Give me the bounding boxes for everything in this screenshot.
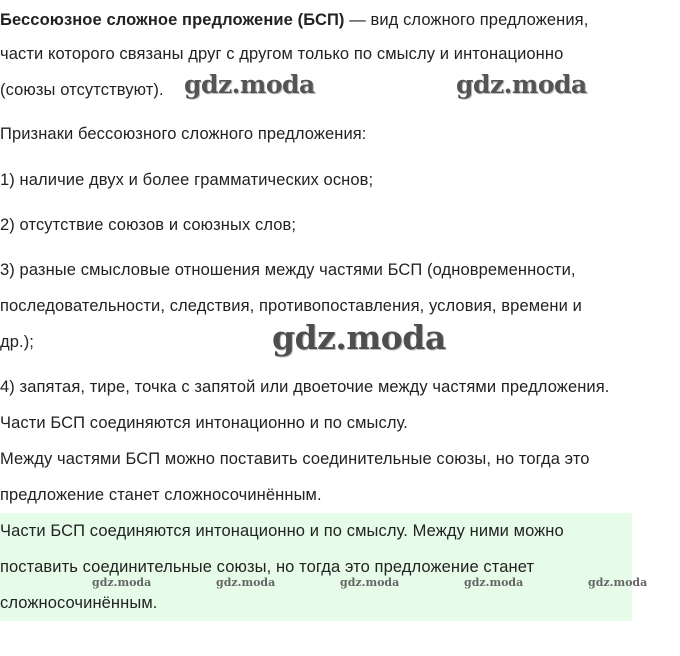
explanation-line-1: Части БСП соединяются интонационно и по смыслу. [0, 414, 408, 432]
feature-item-3-line-1: 3) разные смысловые отношения между частями БСП (одновременности, [0, 261, 576, 279]
features-heading: Признаки бессоюзного сложного предложения: [0, 125, 367, 143]
watermark-logo-small: gdz.moda [588, 576, 648, 589]
explanation-line-2: Между частями БСП можно поставить соединительные союзы, но тогда это [0, 450, 590, 468]
watermark-logo: gdz.moda [456, 70, 587, 99]
watermark-logo-small: gdz.moda [92, 576, 152, 589]
watermark-logo: gdz.moda [184, 70, 315, 99]
explanation-line-3: предложение станет сложносочинённым. [0, 486, 322, 504]
definition-line-3: (союзы отсутствуют). [0, 81, 164, 99]
watermark-logo-small: gdz.moda [216, 576, 276, 589]
watermark-logo-small: gdz.moda [340, 576, 400, 589]
definition-line-2: части которого связаны друг с другом только по смыслу и интонационно [0, 45, 564, 63]
answer-line-1: Части БСП соединяются интонационно и по смыслу. Между ними можно [0, 522, 564, 540]
definition-line-1-rest: — вид сложного предложения, [344, 11, 589, 29]
feature-item-4: 4) запятая, тире, точка с запятой или двоеточие между частями предложения. [0, 378, 610, 396]
definition-line-1 [0, 2, 588, 38]
watermark-logo: gdz.moda [272, 318, 446, 357]
answer-line-2: поставить соединительные союзы, но тогда это предложение станет [0, 558, 535, 576]
feature-item-3-line-3: др.); [0, 333, 34, 351]
feature-item-2: 2) отсутствие союзов и союзных слов; [0, 216, 297, 234]
definition-term: Бессоюзное сложное предложение (БСП) [0, 11, 345, 29]
watermark-logo-small: gdz.moda [464, 576, 524, 589]
answer-line-3: сложносочинённым. [0, 594, 158, 612]
feature-item-3-line-2: последовательности, следствия, противопоставления, условия, времени и [0, 297, 582, 315]
feature-item-1: 1) наличие двух и более грамматических основ; [0, 171, 374, 189]
